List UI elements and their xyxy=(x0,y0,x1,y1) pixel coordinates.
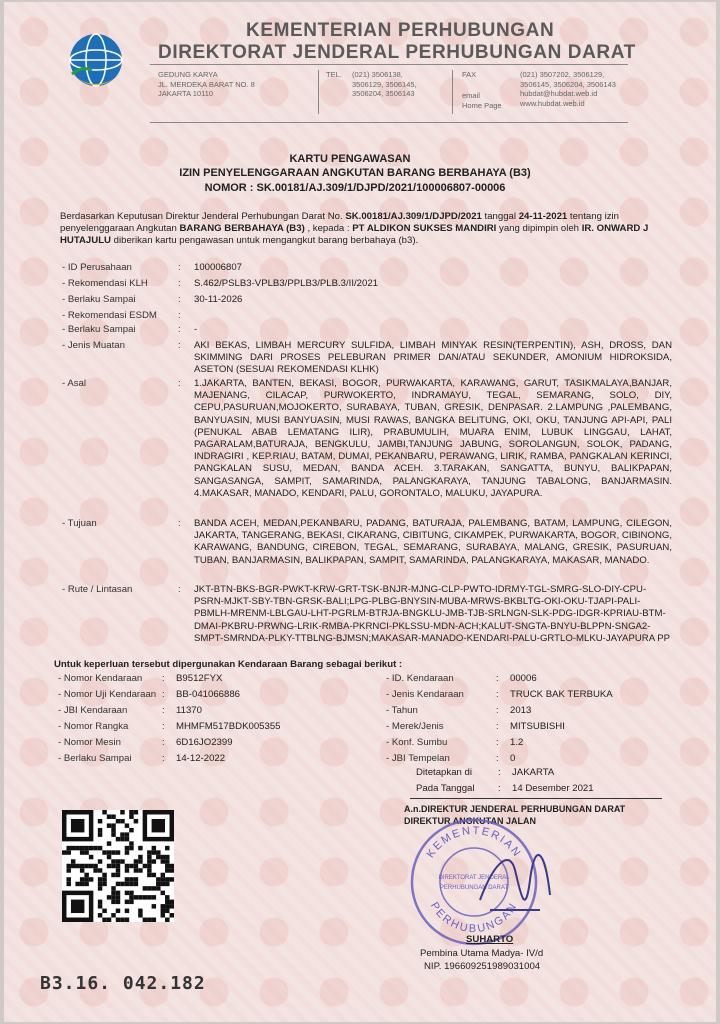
vehicle-label: - Merek/Jenis xyxy=(386,721,444,732)
directorate-name: DIREKTORAT JENDERAL PERHUBUNGAN DARAT xyxy=(158,42,636,63)
vehicle-colon: : xyxy=(162,673,165,684)
field-label: - ID Perusahaan xyxy=(62,262,132,273)
vehicle-value: 1.2 xyxy=(510,737,524,748)
header-separator xyxy=(318,70,319,114)
issued-colon: : xyxy=(498,767,501,778)
field-value: 100006807 xyxy=(194,262,243,273)
header-divider xyxy=(150,64,628,65)
field-colon: : xyxy=(178,518,181,529)
field-colon: : xyxy=(178,294,181,305)
vehicle-label: - Nomor Kendaraan xyxy=(58,673,143,684)
vehicle-value: 2013 xyxy=(510,705,532,716)
header-address: GEDUNG KARYA JL. MERDEKA BARAT NO. 8 JAKARTA 10110 xyxy=(158,70,255,98)
vehicle-label: - Konf. Sumbu xyxy=(386,737,448,748)
field-label: - Tujuan xyxy=(62,518,97,529)
header-fax: (021) 3507202, 3506129, 3506145, 3506204, 3506143 hubdat@hubdat.web.id www.hubdat.web.id xyxy=(520,70,616,108)
qr-code xyxy=(62,810,174,922)
vehicle-colon: : xyxy=(162,721,165,732)
vehicle-value: 14-12-2022 xyxy=(176,753,226,764)
vehicle-colon: : xyxy=(496,689,499,700)
header-tel: (021) 3506138, 3506129, 3506145, 3506204, 3506143 xyxy=(352,70,417,98)
signatory-nip: NIP. 196609251989031004 xyxy=(424,961,541,972)
field-colon: : xyxy=(178,340,181,351)
vehicle-label: - Nomor Rangka xyxy=(58,721,129,732)
vehicle-colon: : xyxy=(162,705,165,716)
field-colon: : xyxy=(178,310,181,321)
signatory-rank: Pembina Utama Madya- IV/d xyxy=(420,948,544,959)
issued-colon: : xyxy=(498,783,501,794)
issued-date-label: Pada Tanggal xyxy=(416,783,475,794)
field-colon: : xyxy=(178,378,181,389)
issued-date: 14 Desember 2021 xyxy=(512,783,594,794)
ministry-logo-icon xyxy=(62,30,130,98)
vehicle-heading: Untuk keperluan tersebut dipergunakan Kendaraan Barang sebagai berikut : xyxy=(54,659,403,670)
vehicle-colon: : xyxy=(162,737,165,748)
homepage-label: Home Page xyxy=(462,101,502,110)
field-value: 30-11-2026 xyxy=(194,294,243,305)
stamp-outer-top: KEMENTERIAN xyxy=(424,824,524,861)
field-label: - Asal xyxy=(62,378,86,389)
header-bottom-divider xyxy=(150,122,628,123)
intro-paragraph: Berdasarkan Keputusan Direktur Jenderal Perhubungan Darat No. SK.00181/AJ.309/1/DJPD/2021 tanggal 24-11-2021 tentang izin penyelenggaraan Angkutan BARANG BERBAHAYA (B3) , kepada : PT ALDIKON SUKSES MANDIRI yang dipimpin oleh IR. ONWARD J HUTAJULU diberikan kartu pengawasan untuk mengangkut barang berbahaya (b3). xyxy=(60,211,649,247)
signatory-line1: A.n.DIREKTUR JENDERAL PERHUBUNGAN DARAT xyxy=(404,804,626,814)
stamp-inner2: PERHUBUNGAN DARAT xyxy=(439,885,509,891)
fax-label: FAX xyxy=(462,70,477,79)
vehicle-value: MHMFM517BDK005355 xyxy=(176,721,281,732)
permit-title: IZIN PENYELENGGARAAN ANGKUTAN BARANG BERBAHAYA (B3) xyxy=(179,167,531,179)
field-label: - Berlaku Sampai xyxy=(62,324,136,335)
vehicle-label: - Jenis Kendaraan xyxy=(386,689,464,700)
signatory-line2: DIREKTUR ANGKUTAN JALAN xyxy=(404,816,536,826)
field-label: - Berlaku Sampai xyxy=(62,294,136,305)
vehicle-label: - JBI Kendaraan xyxy=(58,705,128,716)
issued-place-label: Ditetapkan di xyxy=(416,767,472,778)
field-colon: : xyxy=(178,324,181,335)
field-label: - Jenis Muatan xyxy=(62,340,125,351)
vehicle-label: - Tahun xyxy=(386,705,418,716)
field-colon: : xyxy=(178,278,181,289)
field-value: JKT-BTN-BKS-BGR-PWKT-KRW-GRT-TSK-BNJR-MJNG-CLP-PWTO-IDRMY-TGL-SMRG-SLO-DIY-CPU-PSRN-MJKT-SBY-TBN-GRSK-BALI;LPG-PLBG-BNYSIN-MUBA-MRWS-BKBLTG-OKI-OKU-TJAPI-PALI-PBMLH-MRENM-LBLGAU-LHT-PGRLM-BTRJA-BNGKLU-JMB-TJB-SRLNGN-SLK-PDG-IDGR-KPRIAU-BTM-DMAI-PKBRU-PRWNG-LRIK-RMBA-PKRNCI-PKLSSU-MDN-ACH;KALUT-SNGTA-BNYU-BLPPN-SNGA2-SMPT-SMRNDA-PLKY-TTBLNG-BJMSN;MAKASAR-MANADO-KENDARI-PALU-GRTLO-MLKU-JAYAPURA PP xyxy=(194,584,671,644)
vehicle-colon: : xyxy=(496,721,499,732)
permit-number: NOMOR : SK.00181/AJ.309/1/DJPD/2021/100006807-00006 xyxy=(204,182,506,194)
field-label: - Rute / Lintasan xyxy=(62,584,133,595)
vehicle-value: B9512FYX xyxy=(176,673,223,684)
vehicle-colon: : xyxy=(496,705,499,716)
field-colon: : xyxy=(178,262,181,273)
vehicle-label: - Nomor Uji Kendaraan xyxy=(58,689,157,700)
vehicle-value: 00006 xyxy=(510,673,537,684)
vehicle-value: 0 xyxy=(510,753,516,764)
signature-divider xyxy=(410,798,662,799)
vehicle-colon: : xyxy=(496,673,499,684)
issued-place: JAKARTA xyxy=(512,767,555,778)
header-separator xyxy=(452,70,453,114)
vehicle-colon: : xyxy=(162,753,165,764)
vehicle-value: TRUCK BAK TERBUKA xyxy=(510,689,613,700)
field-value: S.462/PSLB3-VPLB3/PPLB3/PLB.3/II/2021 xyxy=(194,278,379,289)
vehicle-value: BB-041066886 xyxy=(176,689,241,700)
signature-scribble xyxy=(470,840,560,930)
field-label: - Rekomendasi ESDM xyxy=(62,310,157,321)
vehicle-colon: : xyxy=(162,689,165,700)
vehicle-label: - Berlaku Sampai xyxy=(58,753,132,764)
vehicle-value: 6D16JO2399 xyxy=(176,737,233,748)
stamp-inner1: DIREKTORAT JENDERAL xyxy=(438,875,510,881)
vehicle-label: - JBI Tempelan xyxy=(386,753,450,764)
field-label: - Rekomendasi KLH xyxy=(62,278,148,289)
stamp-outer-bottom: PERHUBUNGAN xyxy=(427,900,521,936)
vehicle-colon: : xyxy=(496,753,499,764)
field-value: BANDA ACEH, MEDAN,PEKANBARU, PADANG, BATURAJA, PALEMBANG, BATAM, LAMPUNG, CILEGON, JAKARTA, TANGERANG, BEKASI, CIKARANG, CIBITUNG, CIKAMPEK, PURWAKARTA, BOGOR, CIBINONG, KARAWANG, BANDUNG, CIREBON, TEGAL, SEMARANG, SURABAYA, MALANG, GRESIK, PASURUAN, TUBAN, BANJARMASIN, BALIKPAPAN, SAMPIT, SAMARINDA, PALANGKARAYA, MAKASAR, MANADO. xyxy=(194,518,672,566)
field-colon: : xyxy=(178,584,181,595)
field-value: AKI BEKAS, LIMBAH MERCURY SULFIDA, LIMBAH MINYAK RESIN(TERPENTIN), ASH, DROSS, DAN SKIMMING DARI PROSES PELEBURAN PRIMER DAN/ATAU SEKUNDER, AMONIUM HIDROKSIDA, ASETON (SESUAI REKOMENDASI KLHK) xyxy=(194,340,672,376)
field-value: - xyxy=(194,324,198,335)
vehicle-value: 11370 xyxy=(176,705,202,716)
field-value: 1.JAKARTA, BANTEN, BEKASI, BOGOR, PURWAKARTA, KARAWANG, GARUT, TASIKMALAYA,BANJAR, MAJENANG, CILACAP, PURWOKERTO, INDRAMAYU, TEGAL, SEMARANG, SOLO, DIY, CEPU,PASURUAN,MOJOKERTO, SURABAYA, TUBAN, GRESIK, DENPASAR. 2.LAMPUNG ,PALEMBANG, BANYUASIN, MUSI BANYUASIN, MUSI RAWAS, BANGKA BELITUNG, OKI, OKU, TANJUNG API-API, PALI (PENUKAL ABAB LEMATANG ILIR), PRABUMULIH, MUARA ENIM, LUBUK LINGGAU, LAHAT, PAGARALAM,BATURAJA, BENGKULU, JAMBI,TANJUNG JABUNG, SOROLANGUN, SOLOK, PADANG, INDRAGIRI , KEP.RIAU, BATAM, DUMAI, PEKANBARU, PERAWANG, LIRIK, RAMBA, PANGKALAN KERINCI, PANGKALAN SUSU, MEDAN, BANDA ACEH. 3.TARAKAN, SANGATTA, BUNYU, BALIKPAPAN, SANGASANGA, SAMPIT, SAMARINDA, PALANGKARAYA, TANJUNG TABALONG, BANJARMASIN. 4.MAKASAR, MANADO, KENDARI, PALU, GORONTALO, MALUKU, JAYAPURA. xyxy=(194,378,672,499)
serial-number: B3.16. 042.182 xyxy=(40,973,206,994)
vehicle-colon: : xyxy=(496,737,499,748)
vehicle-label: - Nomor Mesin xyxy=(58,737,121,748)
card-title: KARTU PENGAWASAN xyxy=(289,153,411,165)
email-label: email xyxy=(462,91,480,100)
tel-label: TEL. xyxy=(326,70,342,79)
ministry-name: KEMENTERIAN PERHUBUNGAN xyxy=(246,20,555,41)
signatory-name: SUHARTO xyxy=(466,934,514,945)
vehicle-label: - ID. Kendaraan xyxy=(386,673,454,684)
vehicle-value: MITSUBISHI xyxy=(510,721,565,732)
